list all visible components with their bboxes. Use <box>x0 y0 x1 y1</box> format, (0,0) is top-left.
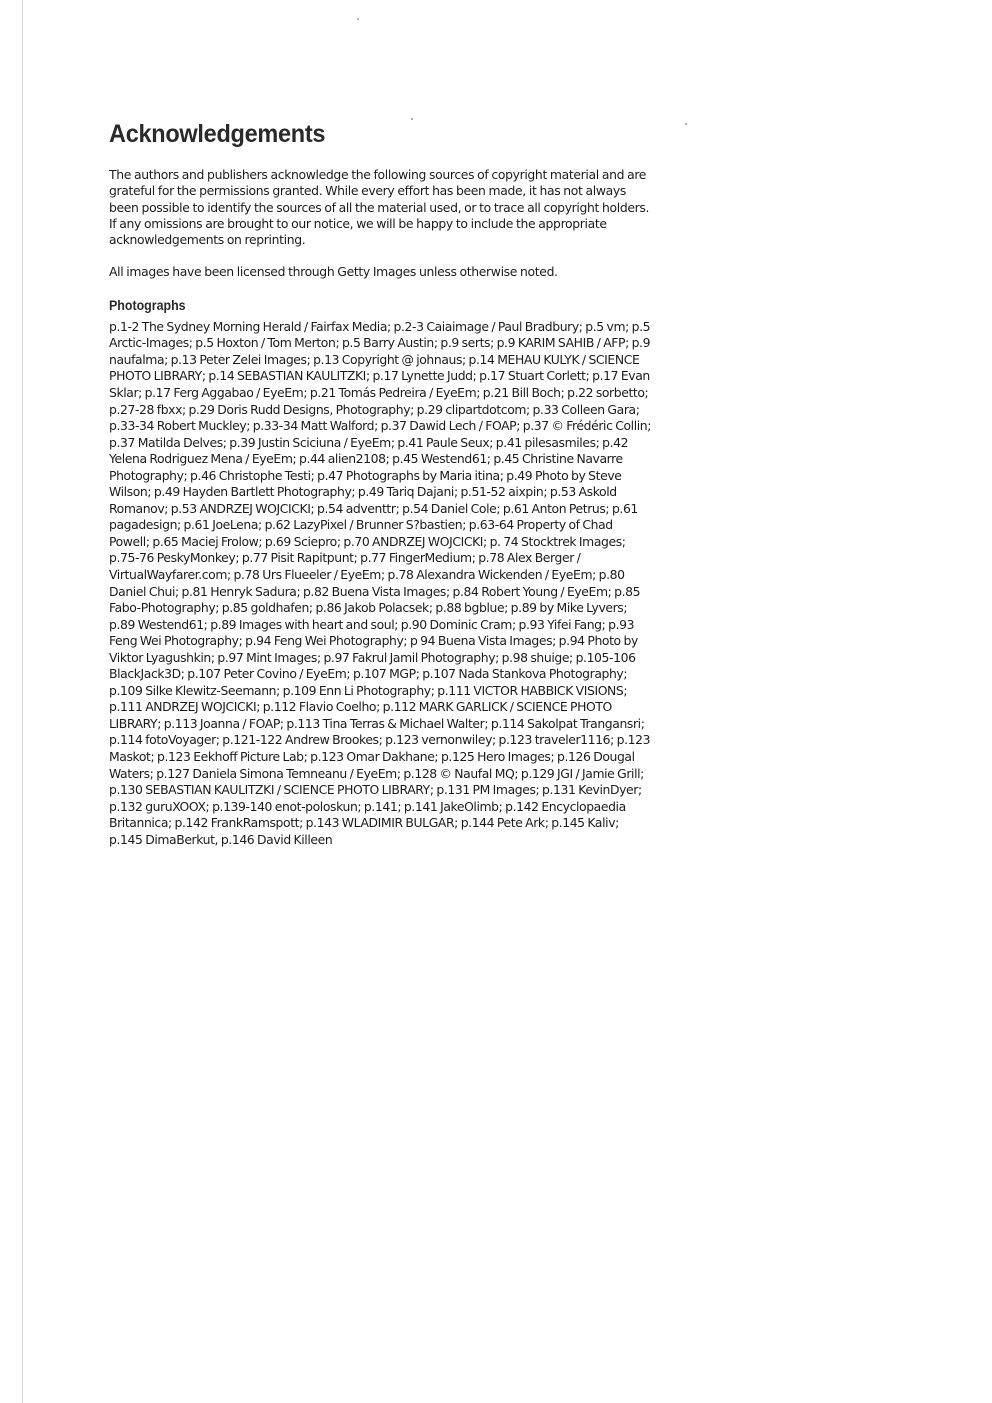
photographs-heading: Photographs <box>109 297 186 313</box>
intro-paragraph: The authors and publishers acknowledge the following sources of copyright material and are grateful for the permissions granted. While every effort has been made, it has not always been possible to identify the sources of all the material used, or to trace all copyright holders. If any omissions are brought to our notice, we will be happy to include the appropriate acknowledgements on reprinting. <box>109 167 650 248</box>
scan-speck <box>357 18 359 20</box>
acknowledgements-section <box>109 119 654 848</box>
licensing-note: All images have been licensed through Getty Images unless otherwise noted. <box>109 264 558 280</box>
scan-edge-line <box>22 0 23 1403</box>
page-title: Acknowledgements <box>109 120 326 148</box>
scan-speck <box>685 123 687 125</box>
photo-credits-paragraph: p.1-2 The Sydney Morning Herald / Fairfax Media; p.2-3 Caiaimage / Paul Bradbury; p.5 vm; p.5 Arctic-Images; p.5 Hoxton / Tom Merton; p.5 Barry Austin; p.9 serts; p.9 KARIM SAHIB / AFP; p.9 naufalma; p.13 Peter Zelei Images; p.13 Copyright @ johnaus; p.14 MEHAU KULYK / SCIENCE PHOTO LIBRARY; p.14 SEBASTIAN KAULITZKI; p.17 Lynette Judd; p.17 Stuart Corlett; p.17 Evan Sklar; p.17 Ferg Aggabao / EyeEm; p.21 Tomás Pedreira / EyeEm; p.21 Bill Boch; p.22 sorbetto; p.27-28 fbxx; p.29 Doris Rudd Designs, Photography; p.29 clipartdotcom; p.33 Colleen Gara; p.33-34 Robert Muckley; p.33-34 Matt Walford; p.37 Dawid Lech / FOAP; p.37 © Frédéric Collin; p.37 Matilda Delves; p.39 Justin Sciciuna / EyeEm; p.41 Paule Seux; p.41 pilesasmiles; p.42 Yelena Rodriguez Mena / EyeEm; p.44 alien2108; p.45 Westend61; p.45 Christine Navarre Photography; p.46 Christophe Testi; p.47 Photographs by Maria itina; p.49 Photo by Steve Wilson; p.49 Hayden Bartlett Photography; p.49 Tariq Dajani; p.51-52 aixpin; p.53 Askold Romanov; p.53 ANDRZEJ WOJCICKI; p.54 adventtr; p.54 Daniel Cole; p.61 Anton Petrus; p.61 pagadesign; p.61 JoeLena; p.62 LazyPixel / Brunner S?bastien; p.63-64 Property of Chad Powell; p.65 Maciej Frolow; p.69 Sciepro; p.70 ANDRZEJ WOJCICKI; p. 74 Stocktrek Images; p.75-76 PeskyMonkey; p.77 Pisit Rapitpunt; p.77 FingerMedium; p.78 Alex Berger / VirtualWayfarer.com; p.78 Urs Flueeler / EyeEm; p.78 Alexandra Wickenden / EyeEm; p.80 Daniel Chui; p.81 Henryk Sadura; p.82 Buena Vista Images; p.84 Robert Young / EyeEm; p.85 Fabo-Photography; p.85 goldhafen; p.86 Jakob Polacsek; p.88 bgblue; p.89 by Mike Lyvers; p.89 Westend61; p.89 Images with heart and soul; p.90 Dominic Cram; p.93 Yifei Fang; p.93 Feng Wei Photography; p.94 Feng Wei Photography; p 94 Buena Vista Images; p.94 Photo by Viktor Lyagushkin; p.97 Mint Images; p.97 Fakrul Jamil Photography; p.98 shuige; p.105-106 BlackJack3D; p.107 Peter Covino / EyeEm; p.107 MGP; p.107 Nada Stankova Photography; p.109 Silke Klewitz-Seemann; p.109 Enn Li Photography; p.111 VICTOR HABBICK VISIONS; p.111 ANDRZEJ WOJCICKI; p.112 Flavio Coelho; p.112 MARK GARLICK / SCIENCE PHOTO LIBRARY; p.113 Joanna / FOAP; p.113 Tina Terras & Michael Walter; p.114 Sakolpat Trangansri; p.114 fotoVoyager; p.121-122 Andrew Brookes; p.123 vernonwiley; p.123 traveler1116; p.123 Maskot; p.123 Eekhoff Picture Lab; p.123 Omar Dakhane; p.125 Hero Images; p.126 Dougal Waters; p.127 Daniela Simona Temneanu / EyeEm; p.128 © Naufal MQ; p.129 JGI / Jamie Grill; p.130 SEBASTIAN KAULITZKI / SCIENCE PHOTO LIBRARY; p.131 PM Images; p.131 KevinDyer; p.132 guruXOOX; p.139-140 enot-poloskun; p.141; p.141 JakeOlimb; p.142 Encyclopaedia Britannica; p.142 FrankRamspott; p.143 WLADIMIR BULGAR; p.144 Pete Ark; p.145 Kaliv; p.145 DimaBerkut, p.146 David Killeen <box>109 318 652 847</box>
